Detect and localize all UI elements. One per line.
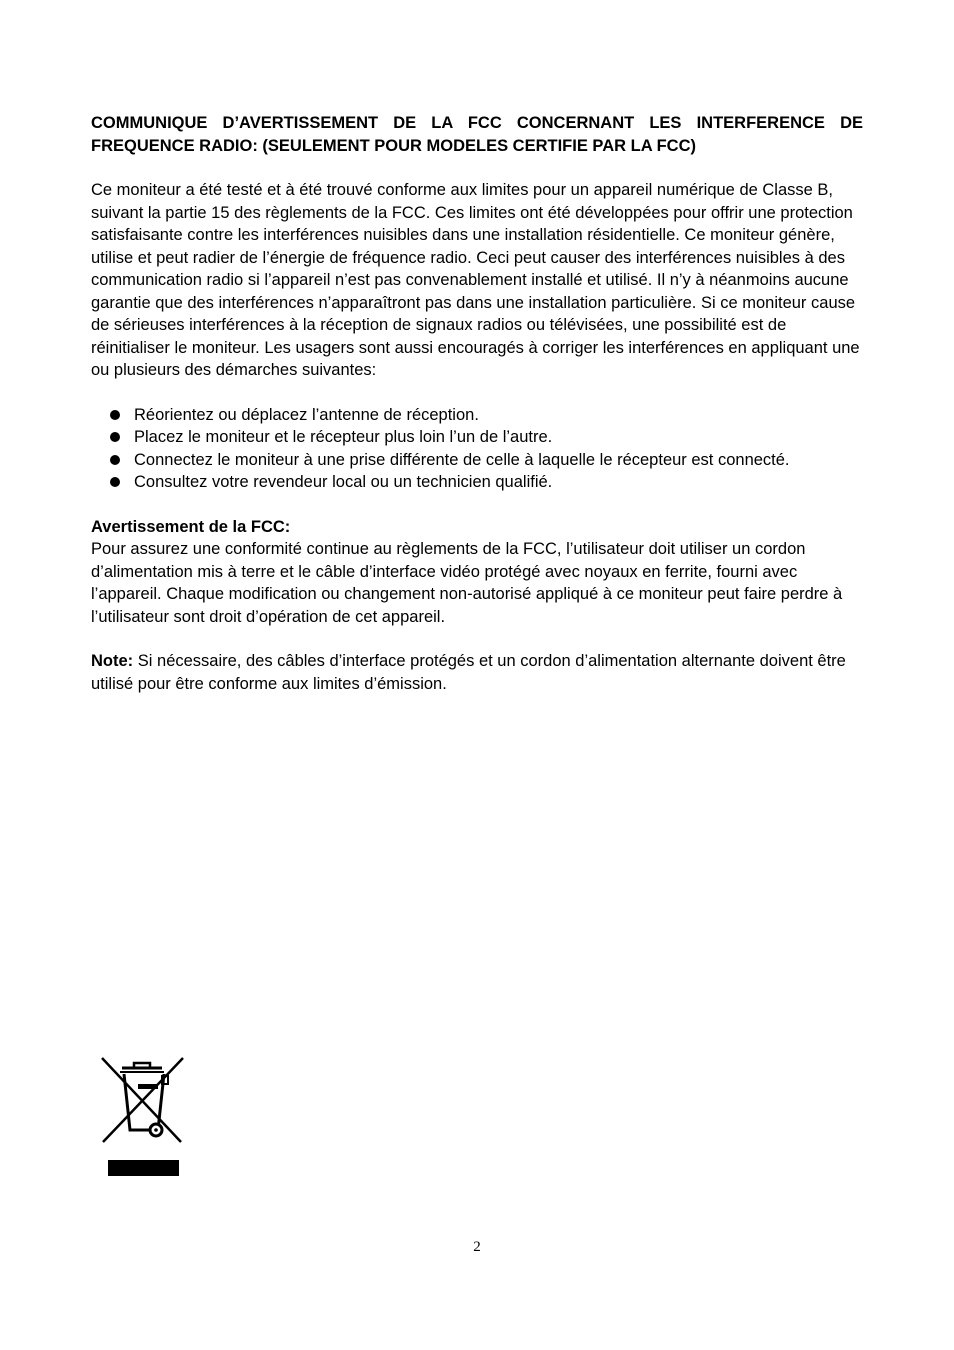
list-item-text: Connectez le moniteur à une prise différente de celle à laquelle le récepteur est connecté.	[134, 450, 790, 469]
list-item	[91, 404, 863, 427]
crossed-out-wheelie-bin-icon	[98, 1054, 188, 1178]
list-item-text: Réorientez ou déplacez l’antenne de réception.	[134, 405, 479, 424]
note-paragraph	[91, 650, 863, 695]
warning-title: Avertissement de la FCC:	[91, 517, 291, 536]
list-item	[91, 426, 863, 449]
fcc-heading: COMMUNIQUE D’AVERTISSEMENT DE LA FCC CONCERNANT LES INTERFERENCE DE FREQUENCE RADIO: (SEULEMENT POUR MODELES CERTIFIE PAR LA FCC)	[91, 114, 863, 155]
note-text: Si nécessaire, des câbles d’interface protégés et un cordon d’alimentation alternante doivent être utilisé pour être conforme aux limites d’émission.	[91, 652, 846, 693]
note-label: Note:	[91, 652, 134, 670]
bullet-icon	[110, 455, 120, 465]
bullet-icon	[110, 432, 120, 442]
list-item-text: Consultez votre revendeur local ou un technicien qualifié.	[134, 473, 553, 491]
warning-paragraph: Pour assurez une conformité continue au règlements de la FCC, l’utilisateur doit utiliser un cordon d’alimentation mis à terre et le câble d’interface vidéo protégé avec noyaux en ferrite, fourni avec l’appareil. Chaque modification ou changement non-autorisé appliqué à ce moniteur peut faire perdre à l’utilisateur sont droit d’opération de cet appareil.	[91, 540, 843, 626]
list-item-text: Placez le moniteur et le récepteur plus loin l’un de l’autre.	[134, 428, 553, 446]
page-number: 2	[473, 1239, 481, 1255]
bullet-icon	[110, 410, 120, 420]
list-item	[91, 449, 863, 472]
bullet-icon	[110, 477, 120, 487]
document-body	[91, 112, 863, 717]
measures-list	[91, 404, 863, 494]
intro-paragraph: Ce moniteur a été testé et à été trouvé conforme aux limites pour un appareil numérique de Classe B, suivant la partie 15 des règlements de la FCC. Ces limites ont été développées pour offrir une protection satisfaisante contre les interférences nuisibles dans une installation résidentielle. Ce moniteur génère, utilise et peut radier de l’énergie de fréquence radio. Ceci peut causer des interférences nuisibles à des communication radio si l’appareil n’est pas convenablement installé et utilisé. Il n’y à néanmoins aucune garantie que des interférences n’apparaîtront pas dans une installation particulière. Si ce moniteur cause de sérieuses interférences à la réception de signaux radios ou télévisées, une possibilité est de réinitialiser le moniteur. Les usagers sont aussi encouragés à corriger les interférences en appliquant une ou plusieurs des démarches suivantes:	[91, 181, 860, 379]
list-item	[91, 471, 863, 494]
